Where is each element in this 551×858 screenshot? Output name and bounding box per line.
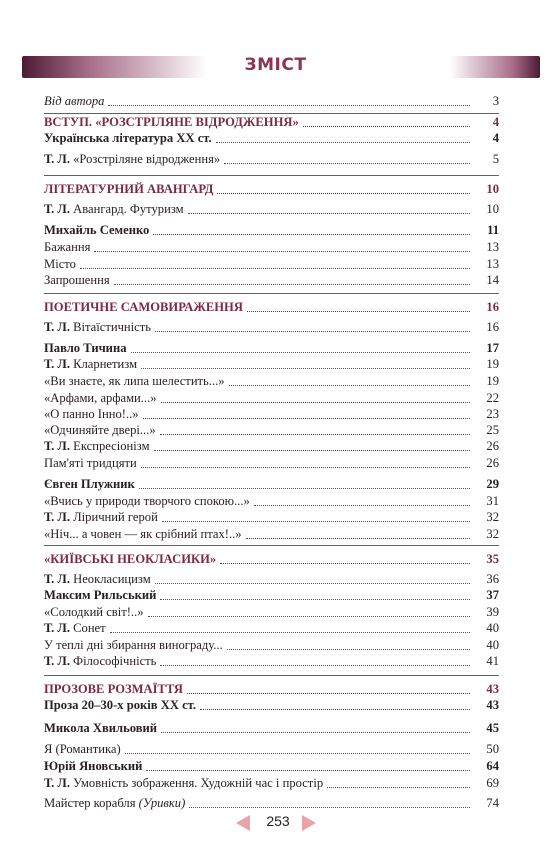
toc-entry-page: 4 [492,115,499,129]
toc-entry-page: 5 [492,152,499,166]
section-divider [44,293,499,294]
toc-entry-page: 40 [486,621,499,635]
dot-leader [227,649,470,650]
dot-leader [224,163,470,164]
toc-entry[interactable] [44,255,499,272]
dot-leader [148,616,470,617]
toc-entry-title: «Одчиняйте двері...» [44,423,156,437]
toc-entry-page: 39 [486,605,499,619]
dot-leader [125,753,470,754]
dot-leader [160,665,470,666]
dot-leader [141,467,470,468]
toc-entry-title: Євген Плужник [44,477,135,491]
toc-entry-title: Проза 20–30-х років ХХ ст. [44,698,197,712]
toc-entry-prefix: Т. Л. [44,357,70,371]
toc-entry-prefix: Т. Л. [44,621,70,635]
toc-entry-title: Майстер корабля (Уривки) [44,796,186,810]
toc-entry-page: 50 [486,742,499,756]
toc-entry-page: 19 [486,357,499,371]
toc-entry-page: 45 [486,721,499,735]
toc-entry-prefix: Т. Л. [44,510,70,524]
toc-entry-title: Українська література ХХ ст. [44,131,212,145]
page-title: ЗМІСТ [244,55,307,75]
toc-entry[interactable] [44,221,499,238]
toc-entry-page: 31 [486,494,499,508]
dot-leader [146,770,470,771]
toc-entry[interactable] [44,550,499,567]
toc-entry[interactable] [44,238,499,255]
toc-entry[interactable] [44,339,499,356]
toc-entry-title: Т. Л. Кларнетизм [44,357,138,371]
toc-entry-page: 74 [486,796,499,810]
toc-entry-page: 4 [492,131,499,145]
toc-entry[interactable] [44,757,499,774]
toc-entry-title: «Ви знаєте, як липа шелестить...» [44,374,225,388]
toc-entry-page: 16 [486,300,499,314]
dot-leader [254,505,470,506]
toc-entry-title: ПОЕТИЧНЕ САМОВИРАЖЕННЯ [44,300,243,314]
toc-entry[interactable] [44,636,499,653]
dot-leader [246,538,470,539]
toc-entry-title: Максим Рильський [44,588,157,602]
dot-leader [143,418,470,419]
toc-entry-title: Михайль Семенко [44,223,150,237]
toc-entry-title: ВСТУП. «РОЗСТРІЛЯНЕ ВІДРОДЖЕННЯ» [44,115,299,129]
toc-entry[interactable] [44,696,499,713]
dot-leader [141,368,470,369]
toc-entry[interactable] [44,437,499,454]
toc-entry[interactable] [44,421,499,438]
toc-entry[interactable] [44,318,499,335]
toc-entry-title: «Арфами, арфами...» [44,391,157,405]
toc-entry[interactable] [44,794,499,811]
toc-entry-title: Т. Л. Експресіонізм [44,439,150,453]
toc-entry-page: 69 [486,776,499,790]
toc-entry-page: 43 [486,682,499,696]
toc-entry-page: 11 [487,223,499,237]
dot-leader [161,732,470,733]
dot-leader [162,521,470,522]
toc-entry[interactable] [44,525,499,542]
toc-entry[interactable] [44,271,499,288]
toc-entry-page: 13 [486,257,499,271]
toc-entry-page: 23 [486,407,499,421]
section-divider [44,545,499,546]
toc-entry[interactable] [44,586,499,603]
toc-entry[interactable] [44,389,499,406]
toc-entry-page: 40 [486,638,499,652]
dot-leader [154,450,470,451]
toc-entry[interactable] [44,619,499,636]
toc-entry[interactable] [44,492,499,509]
toc-entry[interactable] [44,570,499,587]
toc-entry-title: Т. Л. «Розстріляне відродження» [44,152,221,166]
toc-entry[interactable] [44,298,499,315]
toc-entry-prefix: Т. Л. [44,202,70,216]
dot-leader [216,142,470,143]
dot-leader [247,311,470,312]
toc-entry-title: Т. Л. Ліричний герой [44,510,158,524]
toc-entry-prefix: Т. Л. [44,776,70,790]
toc-entry-page: 22 [486,391,499,405]
toc-entry-page: 16 [486,320,499,334]
toc-entry-prefix: Т. Л. [44,439,70,453]
toc-entry-page: 37 [486,588,499,602]
toc-entry[interactable] [44,508,499,525]
toc-entry-page: 35 [486,552,499,566]
page-footer [0,811,551,833]
toc-entry[interactable] [44,652,499,669]
dot-leader [110,632,470,633]
toc-entry-page: 10 [486,202,499,216]
toc-entry-title: У теплі дні збирання винограду... [44,638,223,652]
toc-entry-title: Від автора [44,94,105,108]
toc-entry[interactable] [44,603,499,620]
toc-entry-page: 19 [486,374,499,388]
toc-entry-title: Юрій Яновський [44,759,143,773]
toc-entry-page: 25 [486,423,499,437]
toc-entry[interactable] [44,180,499,197]
toc-entry-prefix: Т. Л. [44,572,70,586]
dot-leader [327,787,470,788]
toc-entry-title: Микола Хвильовий [44,721,158,735]
toc-entry-prefix: Т. Л. [44,152,70,166]
dot-leader [200,709,470,710]
toc-entry[interactable] [44,355,499,372]
toc-entry[interactable] [44,454,499,471]
toc-entry-note: (Уривки) [138,796,186,810]
dot-leader [131,352,471,353]
dot-leader [217,193,470,194]
page-number: 253 [266,813,290,829]
toc-entry-title: «КИЇВСЬКІ НЕОКЛАСИКИ» [44,552,217,566]
next-page-arrow-icon[interactable] [302,815,316,831]
dot-leader [108,105,470,106]
toc-entry[interactable] [44,113,499,130]
dot-leader [160,599,470,600]
toc-entry-title: «О панно Інно!..» [44,407,139,421]
toc-entry-page: 14 [486,273,499,287]
dot-leader [220,563,470,564]
toc-entry[interactable] [44,475,499,492]
toc-entry-page: 3 [492,94,499,108]
toc-entry-prefix: Т. Л. [44,654,70,668]
toc-entry[interactable] [44,129,499,146]
toc-entry-page: 43 [486,698,499,712]
toc-entry[interactable] [44,774,499,791]
prev-page-arrow-icon[interactable] [236,815,250,831]
toc-entry-page: 13 [486,240,499,254]
dot-leader [189,807,470,808]
toc-entry-page: 10 [486,182,499,196]
dot-leader [155,583,470,584]
toc-entry-title: Пам'яті тридцяти [44,456,137,470]
toc-entry-page: 26 [486,439,499,453]
toc-entry[interactable] [44,405,499,422]
dot-leader [155,331,470,332]
toc-entry[interactable] [44,92,499,109]
toc-entry-title: «Ніч... а човен — як срібний птах!..» [44,527,242,541]
toc-entry-title: Я (Романтика) [44,742,121,756]
dot-leader [80,268,470,269]
toc-entry[interactable] [44,200,499,217]
toc-entry-title: Т. Л. Авангард. Футуризм [44,202,184,216]
dot-leader [94,251,470,252]
toc-entry-page: 32 [486,527,499,541]
toc-entry[interactable] [44,150,499,167]
toc-entry-title: Т. Л. Сонет [44,621,106,635]
dot-leader [153,234,470,235]
dot-leader [303,126,470,127]
section-divider [44,113,499,114]
dot-leader [161,402,470,403]
toc-entry-title: «Вчись у природи творчого спокою...» [44,494,250,508]
toc-entry-page: 32 [486,510,499,524]
toc-entry-title: Павло Тичина [44,341,127,355]
toc-entry-title: Бажання [44,240,91,254]
toc-entry-title: ЛІТЕРАТУРНИЙ АВАНГАРД [44,182,214,196]
toc-entry-title: «Солодкий світ!..» [44,605,144,619]
dot-leader [188,213,470,214]
toc-entry[interactable] [44,372,499,389]
toc-entry-title: Місто [44,257,76,271]
toc-entry[interactable] [44,740,499,757]
toc-entry[interactable] [44,719,499,736]
toc-entry-title: Т. Л. Вітаїстичність [44,320,152,334]
dot-leader [229,385,470,386]
toc-entry-page: 64 [486,759,499,773]
toc-entry-title: ПРОЗОВЕ РОЗМАЇТТЯ [44,682,183,696]
section-divider [44,675,499,676]
toc-entry-page: 26 [486,456,499,470]
dot-leader [139,488,470,489]
toc-entry-prefix: Т. Л. [44,320,70,334]
dot-leader [160,434,470,435]
toc-entry-title: Запрошення [44,273,110,287]
toc-entry-title: Т. Л. Неокласицизм [44,572,151,586]
toc-entry-title: Т. Л. Філософічність [44,654,157,668]
toc-entry-page: 41 [486,654,499,668]
section-divider [44,175,499,176]
toc-entry-page: 29 [486,477,499,491]
toc-entry-page: 17 [486,341,499,355]
toc-entry[interactable] [44,680,499,697]
dot-leader [114,284,470,285]
dot-leader [187,693,470,694]
toc-entry-page: 36 [486,572,499,586]
toc-entry-title: Т. Л. Умовність зображення. Художній час і простір [44,776,324,790]
